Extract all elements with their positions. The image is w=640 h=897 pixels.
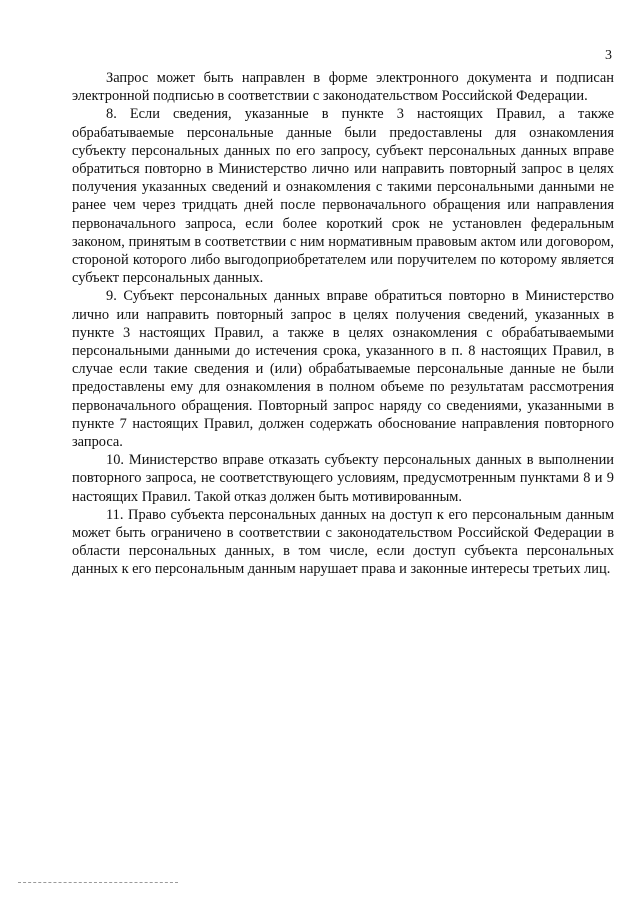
paragraph-request-form: Запрос может быть направлен в форме электронного документа и подписан электронной подписью в соответствии с законодательством Российской Федерации. [72, 70, 614, 105]
document-body [72, 69, 614, 579]
paragraph-clause-10: 10. Министерство вправе отказать субъекту персональных данных в выполнении повторного запроса, не соответствующего условиям, предусмотренным пунктами 8 и 9 настоящих Правил. Такой отказ должен быть мотивированным. [72, 452, 614, 505]
paragraph-clause-8: 8. Если сведения, указанные в пункте 3 настоящих Правил, а также обрабатываемые персональные данные были предоставлены для ознакомления субъекту персональных данных по его запросу, субъект персональных данных вправе обратиться повторно в Министерство лично или направить повторный запрос в целях получения указанных сведений и ознакомления с такими персональными данными не ранее чем через тридцать дней после первоначального обращения или направления первоначального запроса, если более короткий срок не установлен федеральным законом, принятым в соответствии с ним нормативным правовым актом или договором, стороной которого либо выгодоприобретателем или поручителем по которому является субъект персональных данных. [72, 106, 614, 287]
footer-divider [18, 882, 178, 883]
paragraph-clause-11: 11. Право субъекта персональных данных на доступ к его персональным данным может быть ограничено в соответствии с законодательством Российской Федерации в области персональных данных, в том числе, если доступ субъекта персональных данных к его персональным данным нарушает права и законные интересы третьих лиц. [72, 506, 614, 578]
page-number: 3 [605, 48, 612, 63]
paragraph-clause-9: 9. Субъект персональных данных вправе обратиться повторно в Министерство лично или направить повторный запрос в целях получения сведений, указанных в пункте 3 настоящих Правил, а также в целях ознакомления с обрабатываемыми персональными данными до истечения срока, указанного в п. 8 настоящих Правил, в случае если такие сведения и (или) обрабатываемые персональные данные не были предоставлены ему для ознакомления в полном объеме по результатам рассмотрения первоначального обращения. Повторный запрос наряду со сведениями, указанными в пункте 7 настоящих Правил, должен содержать обоснование направления повторного запроса. [72, 288, 614, 451]
